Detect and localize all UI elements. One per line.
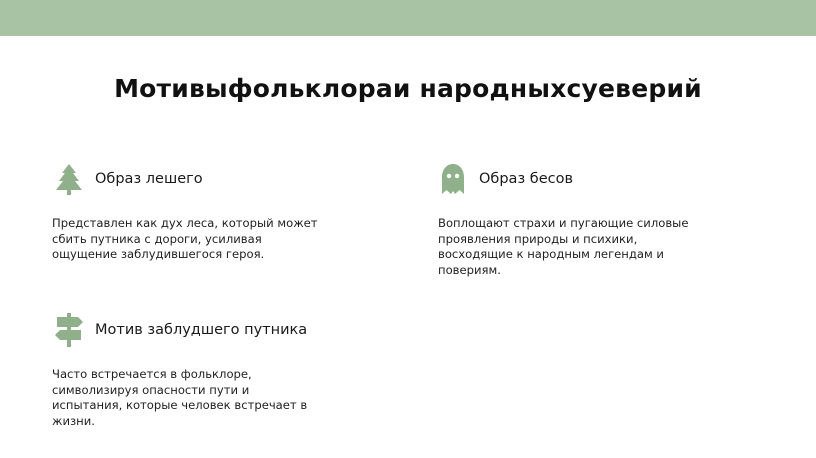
card-description: Часто встречается в фольклоре, символизируя опасности пути и испытания, которые человек встречает в жизни. [52, 367, 308, 428]
ghost-icon [436, 162, 470, 196]
card-title: Мотив заблудшего путника [95, 322, 308, 338]
card-title: Образ бесов [479, 171, 574, 187]
slide-title: Мотивыфольклораи народныхсуеверий [114, 74, 702, 103]
card-lost-traveler [52, 313, 392, 429]
card-title: Образ лешего [95, 171, 203, 187]
pine-tree-icon [52, 162, 86, 196]
card-header [52, 313, 392, 347]
card-header [438, 162, 778, 196]
card-header [52, 162, 392, 196]
signpost-icon [52, 313, 86, 347]
card-leshy [52, 162, 392, 263]
card-description: Воплощают страхи и пугающие силовые проявления природы и психики, восходящие к народным легендам и повериям. [438, 216, 689, 277]
header-accent-bar [0, 0, 816, 36]
card-description: Представлен как дух леса, который может сбить путника с дороги, усиливая ощущение заблудившегося героя. [52, 216, 318, 261]
card-demons [438, 162, 778, 278]
